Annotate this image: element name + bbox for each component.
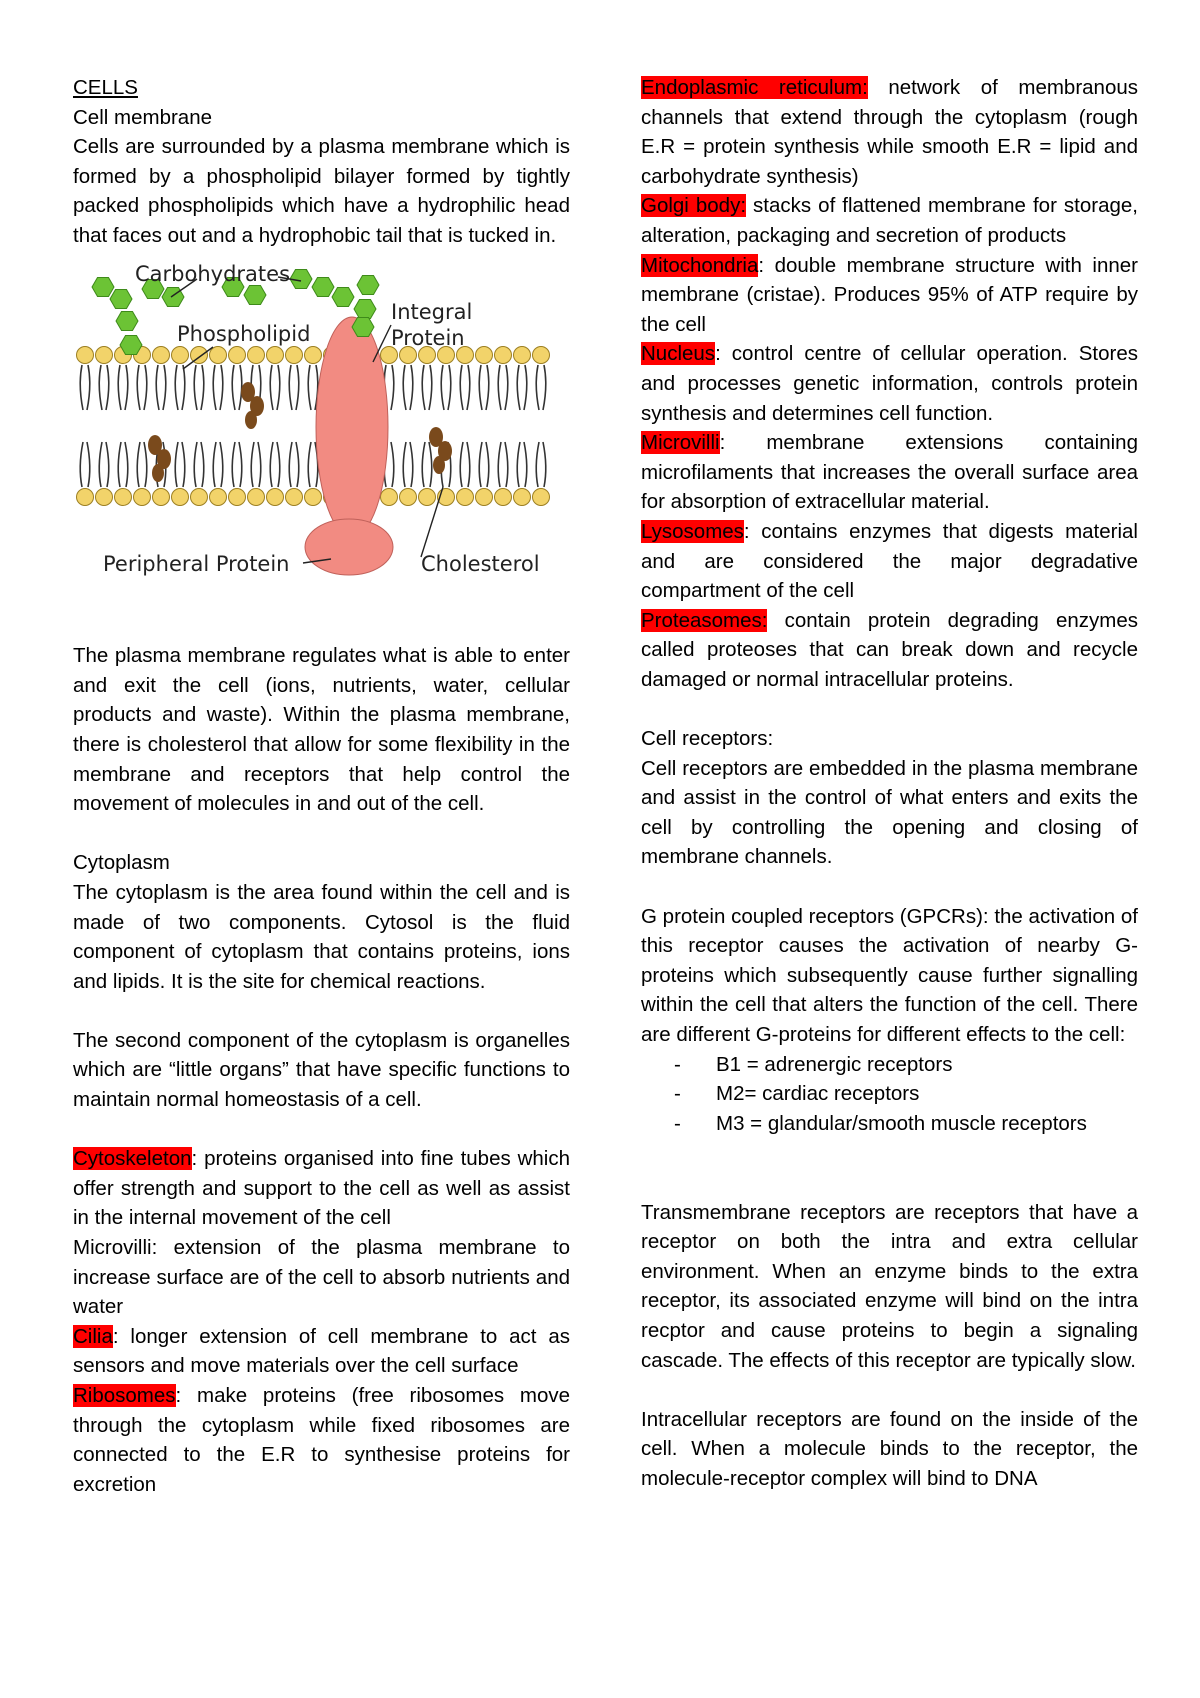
phospholipid-head	[514, 346, 531, 363]
label-carbohydrates: Carbohydrates	[135, 261, 291, 286]
lipid-tail	[517, 365, 520, 410]
phospholipid-head	[96, 346, 113, 363]
lipid-tail	[175, 442, 178, 487]
section-title-cell-membrane: Cell membrane	[73, 105, 212, 129]
term-cilia: Cilia	[73, 1324, 113, 1348]
term-cytoskeleton: Cytoskeleton	[73, 1147, 192, 1171]
definition-ribosomes: : make proteins (free ribosomes move through the cytoplasm while fixed ribosomes are connected to the E.R to synthesise proteins for excretion	[73, 1384, 570, 1496]
lipid-tail	[163, 365, 166, 410]
lipid-tail	[125, 365, 128, 410]
entry-cytoskeleton	[73, 1144, 570, 1233]
lipid-tail	[201, 442, 204, 487]
lipid-tail	[308, 442, 311, 487]
entry-golgi	[641, 191, 1138, 250]
definition-cilia: : longer extension of cell membrane to act as sensors and move materials over the cell surface	[73, 1324, 570, 1378]
lipid-tail	[467, 442, 470, 487]
carbohydrate-unit	[120, 335, 142, 354]
cell-membrane-diagram	[73, 257, 570, 612]
paragraph-cell-receptors: Cell receptors are embedded in the plasma membrane and assist in the control of what enters and exits the cell by controlling the opening and closing of membrane channels.	[641, 756, 1138, 869]
phospholipid-head	[210, 346, 227, 363]
label-phospholipid: Phospholipid	[177, 321, 311, 346]
phospholipid-head	[286, 346, 303, 363]
definition-golgi: stacks of flattened membrane for storage, alteration, packaging and secretion of products	[641, 194, 1138, 247]
phospholipid-head	[153, 346, 170, 363]
label-protein: Protein	[391, 325, 465, 350]
lipid-tail	[270, 442, 273, 487]
left-column	[73, 73, 570, 1499]
phospholipid-head	[400, 488, 417, 505]
carbohydrate-unit	[357, 275, 379, 294]
phospholipid-head	[305, 346, 322, 363]
phospholipid-head	[134, 488, 151, 505]
lipid-tail	[220, 442, 223, 487]
cholesterol-molecule	[245, 411, 257, 429]
lipid-tail	[220, 365, 223, 410]
entry-mitochondria	[641, 251, 1138, 340]
term-lysosomes: Lysosomes	[641, 519, 744, 543]
label-integral: Integral	[391, 299, 473, 324]
lipid-tail	[239, 442, 242, 487]
lipid-tail	[213, 442, 216, 487]
lipid-tail	[201, 365, 204, 410]
lipid-tail	[429, 442, 432, 487]
term-mitochondria: Mitochondria	[641, 253, 759, 277]
lipid-tail	[498, 365, 501, 410]
lipid-tail	[99, 365, 102, 410]
lipid-tail	[106, 365, 109, 410]
lipid-tail	[289, 442, 292, 487]
lipid-tail	[270, 365, 273, 410]
section-title-cytoplasm: Cytoplasm	[73, 851, 170, 875]
lipid-tail	[498, 442, 501, 487]
lipid-tail	[403, 365, 406, 410]
phospholipid-head	[153, 488, 170, 505]
lipid-tail	[239, 365, 242, 410]
phospholipid-head	[267, 488, 284, 505]
lipid-tail	[118, 442, 121, 487]
lipid-tail	[505, 365, 508, 410]
lipid-tail	[543, 442, 546, 487]
definition-lysosomes: : contains enzymes that digests material and are considered the major degradative compartment of the cell	[641, 519, 1138, 603]
term-microvilli: Microvilli	[641, 431, 720, 455]
phospholipid-head	[533, 488, 550, 505]
entry-nucleus	[641, 339, 1138, 428]
lipid-tail	[106, 442, 109, 487]
entry-cilia	[73, 1322, 570, 1381]
term-ribosomes: Ribosomes	[73, 1384, 176, 1407]
lipid-tail	[80, 365, 83, 410]
lipid-tail	[137, 442, 140, 487]
lipid-tail	[448, 365, 451, 410]
phospholipid-head	[210, 488, 227, 505]
lipid-tail	[232, 365, 235, 410]
carbohydrate-unit	[312, 277, 334, 296]
term-er: Endoplasmic reticulum:	[641, 76, 868, 99]
definition-mitochondria: : double membrane structure with inner membrane (cristae). Produces 95% of ATP require by the cell	[641, 253, 1138, 336]
lipid-tail	[460, 442, 463, 487]
lipid-tail	[524, 365, 527, 410]
cholesterol-molecule	[433, 456, 445, 474]
lipid-tail	[441, 365, 444, 410]
page-heading: CELLS	[73, 76, 138, 99]
section-title-cell-receptors: Cell receptors:	[641, 727, 774, 751]
lipid-tail	[391, 442, 394, 487]
phospholipid-head	[191, 488, 208, 505]
cholesterol-molecule	[152, 464, 164, 482]
paragraph-plasma-membrane: The plasma membrane regulates what is able to enter and exit the cell (ions, nutrients, water, cellular products and waste). Within the plasma membrane, there is cholesterol that allow for some flexibility in the membrane and receptors that help control the movement of molecules in and out of the cell.	[73, 644, 570, 816]
phospholipid-head	[476, 488, 493, 505]
lipid-tail	[87, 442, 90, 487]
lipid-tail	[182, 442, 185, 487]
lipid-tail	[505, 442, 508, 487]
label-cholesterol: Cholesterol	[421, 551, 540, 576]
paragraph-cytoplasm: The cytoplasm is the area found within the cell and is made of two components. Cytosol is the fluid component of cytoplasm that contains proteins, ions and lipids. It is the site for chemical reactions.	[73, 880, 570, 993]
lipid-tail	[422, 442, 425, 487]
phospholipid-head	[381, 488, 398, 505]
entry-microvilli-left: Microvilli: extension of the plasma membrane to increase surface are of the cell to absorb nutrients and water	[73, 1236, 570, 1319]
phospholipid-head	[286, 488, 303, 505]
phospholipid-head	[514, 488, 531, 505]
lipid-tail	[486, 365, 489, 410]
phospholipid-head	[248, 346, 265, 363]
definition-proteasomes: contain protein degrading enzymes called proteoses that can break down and recycle damaged or normal intracellular proteins.	[641, 608, 1138, 691]
carbohydrate-unit	[352, 317, 374, 336]
entry-er	[641, 73, 1138, 191]
carbohydrate-unit	[332, 287, 354, 306]
lipid-tail	[125, 442, 128, 487]
lipid-tail	[277, 442, 280, 487]
lipid-tail	[289, 365, 292, 410]
term-proteasomes: Proteasomes:	[641, 608, 768, 632]
right-column	[641, 73, 1138, 1494]
paragraph-transmembrane: Transmembrane receptors are receptors that have a receptor on both the intra and extra cellular environment. When an enzyme binds to the extra receptor, its associated enzyme will bind on the intra recptor and cause proteins to begin a signaling cascade. The effects of this receptor are typically slow.	[641, 1200, 1138, 1372]
lipid-tail	[144, 442, 147, 487]
phospholipid-head	[476, 346, 493, 363]
lipid-tail	[479, 365, 482, 410]
entry-proteasomes	[641, 606, 1138, 695]
phospholipid-head	[248, 488, 265, 505]
gpcr-list	[641, 1050, 1138, 1139]
lipid-tail	[422, 365, 425, 410]
entry-microvilli	[641, 428, 1138, 517]
phospholipid-head	[229, 346, 246, 363]
list-item: - B1 = adrenergic receptors	[674, 1050, 1138, 1080]
term-nucleus: Nucleus	[641, 342, 716, 366]
lipid-tail	[536, 365, 539, 410]
paragraph-gpcr: G protein coupled receptors (GPCRs): the activation of this receptor causes the activation of nearby G-proteins which subsequently cause further signalling within the cell that alters the function of the cell. There are different G-proteins for different effects to the cell:	[641, 904, 1138, 1046]
lipid-tail	[410, 442, 413, 487]
lipid-tail	[194, 442, 197, 487]
lipid-tail	[232, 442, 235, 487]
lipid-tail	[99, 442, 102, 487]
integral-protein	[316, 317, 388, 537]
lipid-tail	[429, 365, 432, 410]
lipid-tail	[517, 442, 520, 487]
lipid-tail	[137, 365, 140, 410]
lipid-tail	[80, 442, 83, 487]
lipid-tail	[524, 442, 527, 487]
lipid-tail	[213, 365, 216, 410]
list-item: - M2= cardiac receptors	[674, 1079, 1138, 1109]
definition-cytoskeleton: : proteins organised into fine tubes which offer strength and support to the cell as well as assist in the internal movement of the cell	[73, 1147, 570, 1230]
entry-ribosomes	[73, 1381, 570, 1499]
lipid-tail	[87, 365, 90, 410]
lipid-tail	[251, 442, 254, 487]
carbohydrate-unit	[354, 299, 376, 318]
paragraph-intracellular: Intracellular receptors are found on the inside of the cell. When a molecule binds to the receptor, the molecule-receptor complex will bind to DNA	[641, 1407, 1138, 1490]
lipid-tail	[144, 365, 147, 410]
definition-microvilli: : membrane extensions containing microfilaments that increases the overall surface area for absorption of extracellular material.	[641, 431, 1138, 514]
lipid-tail	[467, 365, 470, 410]
lipid-tail	[486, 442, 489, 487]
lipid-tail	[403, 442, 406, 487]
carbohydrate-unit	[110, 289, 132, 308]
phospholipid-head	[533, 346, 550, 363]
definition-nucleus: : control centre of cellular operation. Stores and processes genetic information, controls protein synthesis and determines cell function.	[641, 342, 1138, 425]
phospholipid-head	[77, 488, 94, 505]
label-peripheral-protein: Peripheral Protein	[103, 551, 290, 576]
lipid-tail	[460, 365, 463, 410]
paragraph-organelles: The second component of the cytoplasm is organelles which are “little organs” that have specific functions to maintain normal homeostasis of a cell.	[73, 1028, 570, 1112]
lipid-tail	[479, 442, 482, 487]
lipid-tail	[296, 365, 299, 410]
lipid-tail	[410, 365, 413, 410]
lipid-tail	[194, 365, 197, 410]
peripheral-protein	[305, 519, 393, 575]
carbohydrate-unit	[92, 277, 114, 296]
lipid-tail	[296, 442, 299, 487]
lipid-tail	[156, 365, 159, 410]
phospholipid-head	[457, 488, 474, 505]
phospholipid-head	[229, 488, 246, 505]
definition-er: network of membranous channels that extend through the cytoplasm (rough E.R = protein synthesis while smooth E.R = lipid and carbohydrate synthesis)	[641, 76, 1138, 188]
phospholipid-head	[172, 488, 189, 505]
phospholipid-head	[77, 346, 94, 363]
entry-lysosomes	[641, 517, 1138, 606]
lipid-tail	[543, 365, 546, 410]
lipid-tail	[175, 365, 178, 410]
carbohydrate-unit	[244, 285, 266, 304]
term-golgi: Golgi body:	[641, 194, 747, 218]
carbohydrate-unit	[116, 311, 138, 330]
phospholipid-head	[96, 488, 113, 505]
paragraph-cell-membrane: Cells are surrounded by a plasma membrane which is formed by a phospholipid bilayer formed by tightly packed phospholipids which have a hydrophilic head that faces out and a hydrophobic tail that is tucked in.	[73, 135, 570, 247]
phospholipid-head	[172, 346, 189, 363]
lipid-tail	[308, 365, 311, 410]
phospholipid-head	[495, 346, 512, 363]
lipid-tail	[277, 365, 280, 410]
lipid-tail	[258, 442, 261, 487]
phospholipid-head	[115, 488, 132, 505]
list-item: - M3 = glandular/smooth muscle receptors	[674, 1109, 1138, 1139]
phospholipid-head	[419, 488, 436, 505]
phospholipid-head	[305, 488, 322, 505]
phospholipid-head	[267, 346, 284, 363]
phospholipid-head	[495, 488, 512, 505]
lipid-tail	[182, 365, 185, 410]
lipid-tail	[536, 442, 539, 487]
lipid-tail	[391, 365, 394, 410]
lipid-tail	[118, 365, 121, 410]
